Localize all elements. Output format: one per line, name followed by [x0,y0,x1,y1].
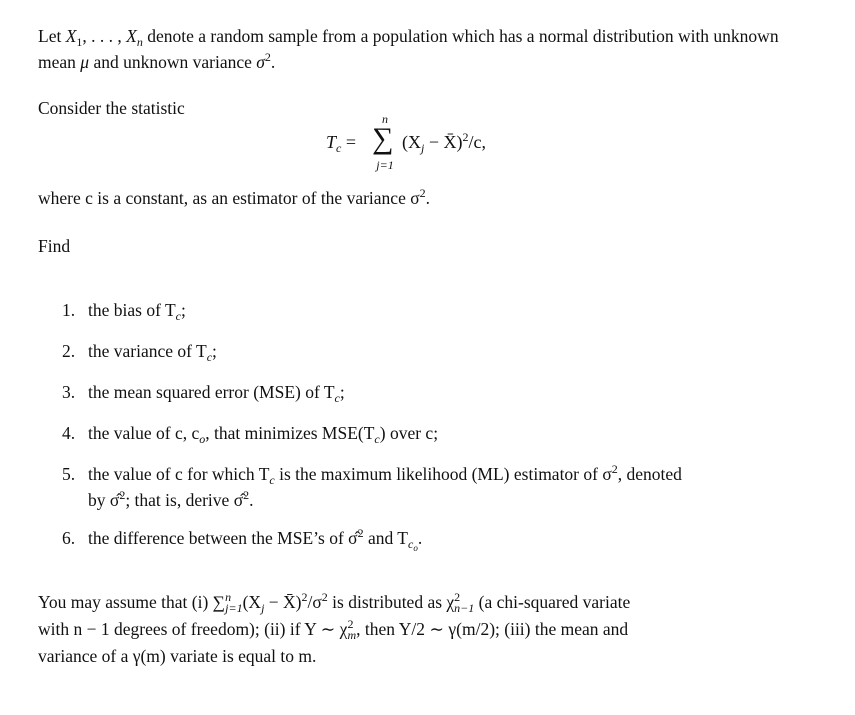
mean-symbol: μ [80,52,90,72]
list-item: 3. the mean squared error (MSE) of $T_c$; [62,382,345,405]
assumption-line-1: You may assume that (i) $\sum^n_{j=1}(X_j$ − $X̄)^2/\sigma^2$ is distributed as $\chi^2_{n-1}$ (a chi-squared variate [38,590,631,615]
summation [370,112,400,182]
intro-text: denote a random sample from a population which has a normal distribution with unknown mean [38,26,779,72]
sigma-symbol: ∑ [372,122,394,155]
assumption-line-2: with n − 1 degrees of freedom); (ii) if Y ∼ $\chi^2_m$, then Y/2 ∼ γ(m/2); (iii) the mean and [38,617,629,642]
var-x1: X [65,26,77,46]
variance-sup: 2 [264,50,271,64]
where-line: where c is a constant, as an estimator of the variance $\sigma^2$. [38,186,431,208]
sum-upper: n [382,112,388,126]
intro-and: and unknown variance [89,52,257,72]
formula-body: ($X_j$ − X̄)$^2$/c, [402,130,486,155]
statistic-formula [326,112,586,182]
assumption-paragraph [38,590,808,669]
list-item: 4. the value of c, $c_o$, that minimizes $MSE(T_c)$ over c; [62,423,439,446]
variance-symbol: σ [256,52,265,72]
list-item: 1. the bias of $T_c$; [62,300,186,323]
formula-lhs: $T_c$ = [326,132,356,155]
assumption-line-3: variance of a γ(m) variate is equal to m. [38,646,317,666]
consider-line: Consider the statistic [38,98,185,118]
list-item: 5. the value of c for which $T_c$ is the maximum likelihood (ML) estimator of $\sigma^2$, denoted by σ̂$^2$; that is, derive σ̂$^2$. [62,462,682,510]
var-xn: X [126,26,137,46]
var-xn-sub: n [136,35,143,49]
intro-lead: Let [38,26,66,46]
find-heading: Find [38,236,71,256]
sum-lower: j=1 [376,158,394,172]
intro-end: . [270,52,276,72]
var-x1-sub: 1 [76,35,83,49]
intro-paragraph: Let $X_1$, . . . , $X_n$ denote a random sample from a population which has a normal distribution with unknown mean μ and unknown variance $\sigma^2$. [38,26,779,72]
list-item: 6. the difference between the MSE’s of σ̂$^2$ and $T_{co}$. [62,526,423,553]
list-item: 2. the variance of $T_c$; [62,341,217,364]
